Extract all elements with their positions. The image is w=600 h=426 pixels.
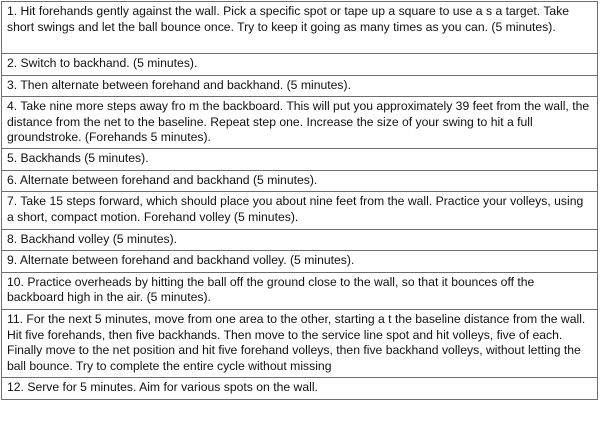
step-10-cell: 10. Practice overheads by hitting the ball off the ground close to the wall, so that it bounces off the backboard high in the air. (5 minutes). bbox=[2, 272, 598, 309]
step-2-cell: 2. Switch to backhand. (5 minutes). bbox=[2, 54, 598, 76]
table-row bbox=[2, 2, 598, 54]
step-4-cell bbox=[2, 97, 598, 149]
practice-steps-table bbox=[1, 1, 598, 400]
step-5-cell: 5. Backhands (5 minutes). bbox=[2, 149, 598, 171]
step-7-cell: 7. Take 15 steps forward, which should place you about nine feet from the wall. Practice your volleys, using a short, compact motion. Forehand volley (5 minutes). bbox=[2, 192, 598, 229]
step-9-cell: 9. Alternate between forehand and backhand volley. (5 minutes). bbox=[2, 251, 598, 273]
step-11-text: 11. For the next 5 minutes, move from one area to the other, starting a t the baseline distance from the wall. Hit five forehands, then five backhands. Then move to the service line spot and hit volleys, five of each. Finally move to the net position and hit five forehand volleys, then five backhand volleys, without letting the ball bounce. Try to complete the entire cycle without missing bbox=[7, 311, 586, 373]
step-3-cell: 3. Then alternate between forehand and backhand. (5 minutes). bbox=[2, 75, 598, 97]
table-row bbox=[2, 149, 598, 171]
step-8-cell: 8. Backhand volley (5 minutes). bbox=[2, 229, 598, 251]
table-row bbox=[2, 192, 598, 229]
step-11-cell bbox=[2, 309, 598, 377]
table-row bbox=[2, 54, 598, 76]
table-row bbox=[2, 75, 598, 97]
table-row bbox=[2, 309, 598, 377]
table-row bbox=[2, 377, 598, 399]
step-12-cell: 12. Serve for 5 minutes. Aim for various spots on the wall. bbox=[2, 377, 598, 399]
step-6-cell: 6. Alternate between forehand and backhand (5 minutes). bbox=[2, 170, 598, 192]
table-row bbox=[2, 272, 598, 309]
step-1-text: 1. Hit forehands gently against the wall. Pick a specific spot or tape up a square to use a s a target. Take short swings and let the ball bounce once. Try to keep it going as many times as you can. (5 minutes). bbox=[7, 4, 570, 34]
step-1-cell bbox=[2, 2, 598, 54]
table-row bbox=[2, 170, 598, 192]
step-4-text: 4. Take nine more steps away fro m the backboard. This will put you approximately 39 feet from the wall, the distance from the net to the baseline. Repeat step one. Increase the size of your swing to hit a full groundstroke. (Forehands 5 minutes). bbox=[7, 99, 590, 145]
table-row bbox=[2, 97, 598, 149]
table-row bbox=[2, 251, 598, 273]
table-row bbox=[2, 229, 598, 251]
